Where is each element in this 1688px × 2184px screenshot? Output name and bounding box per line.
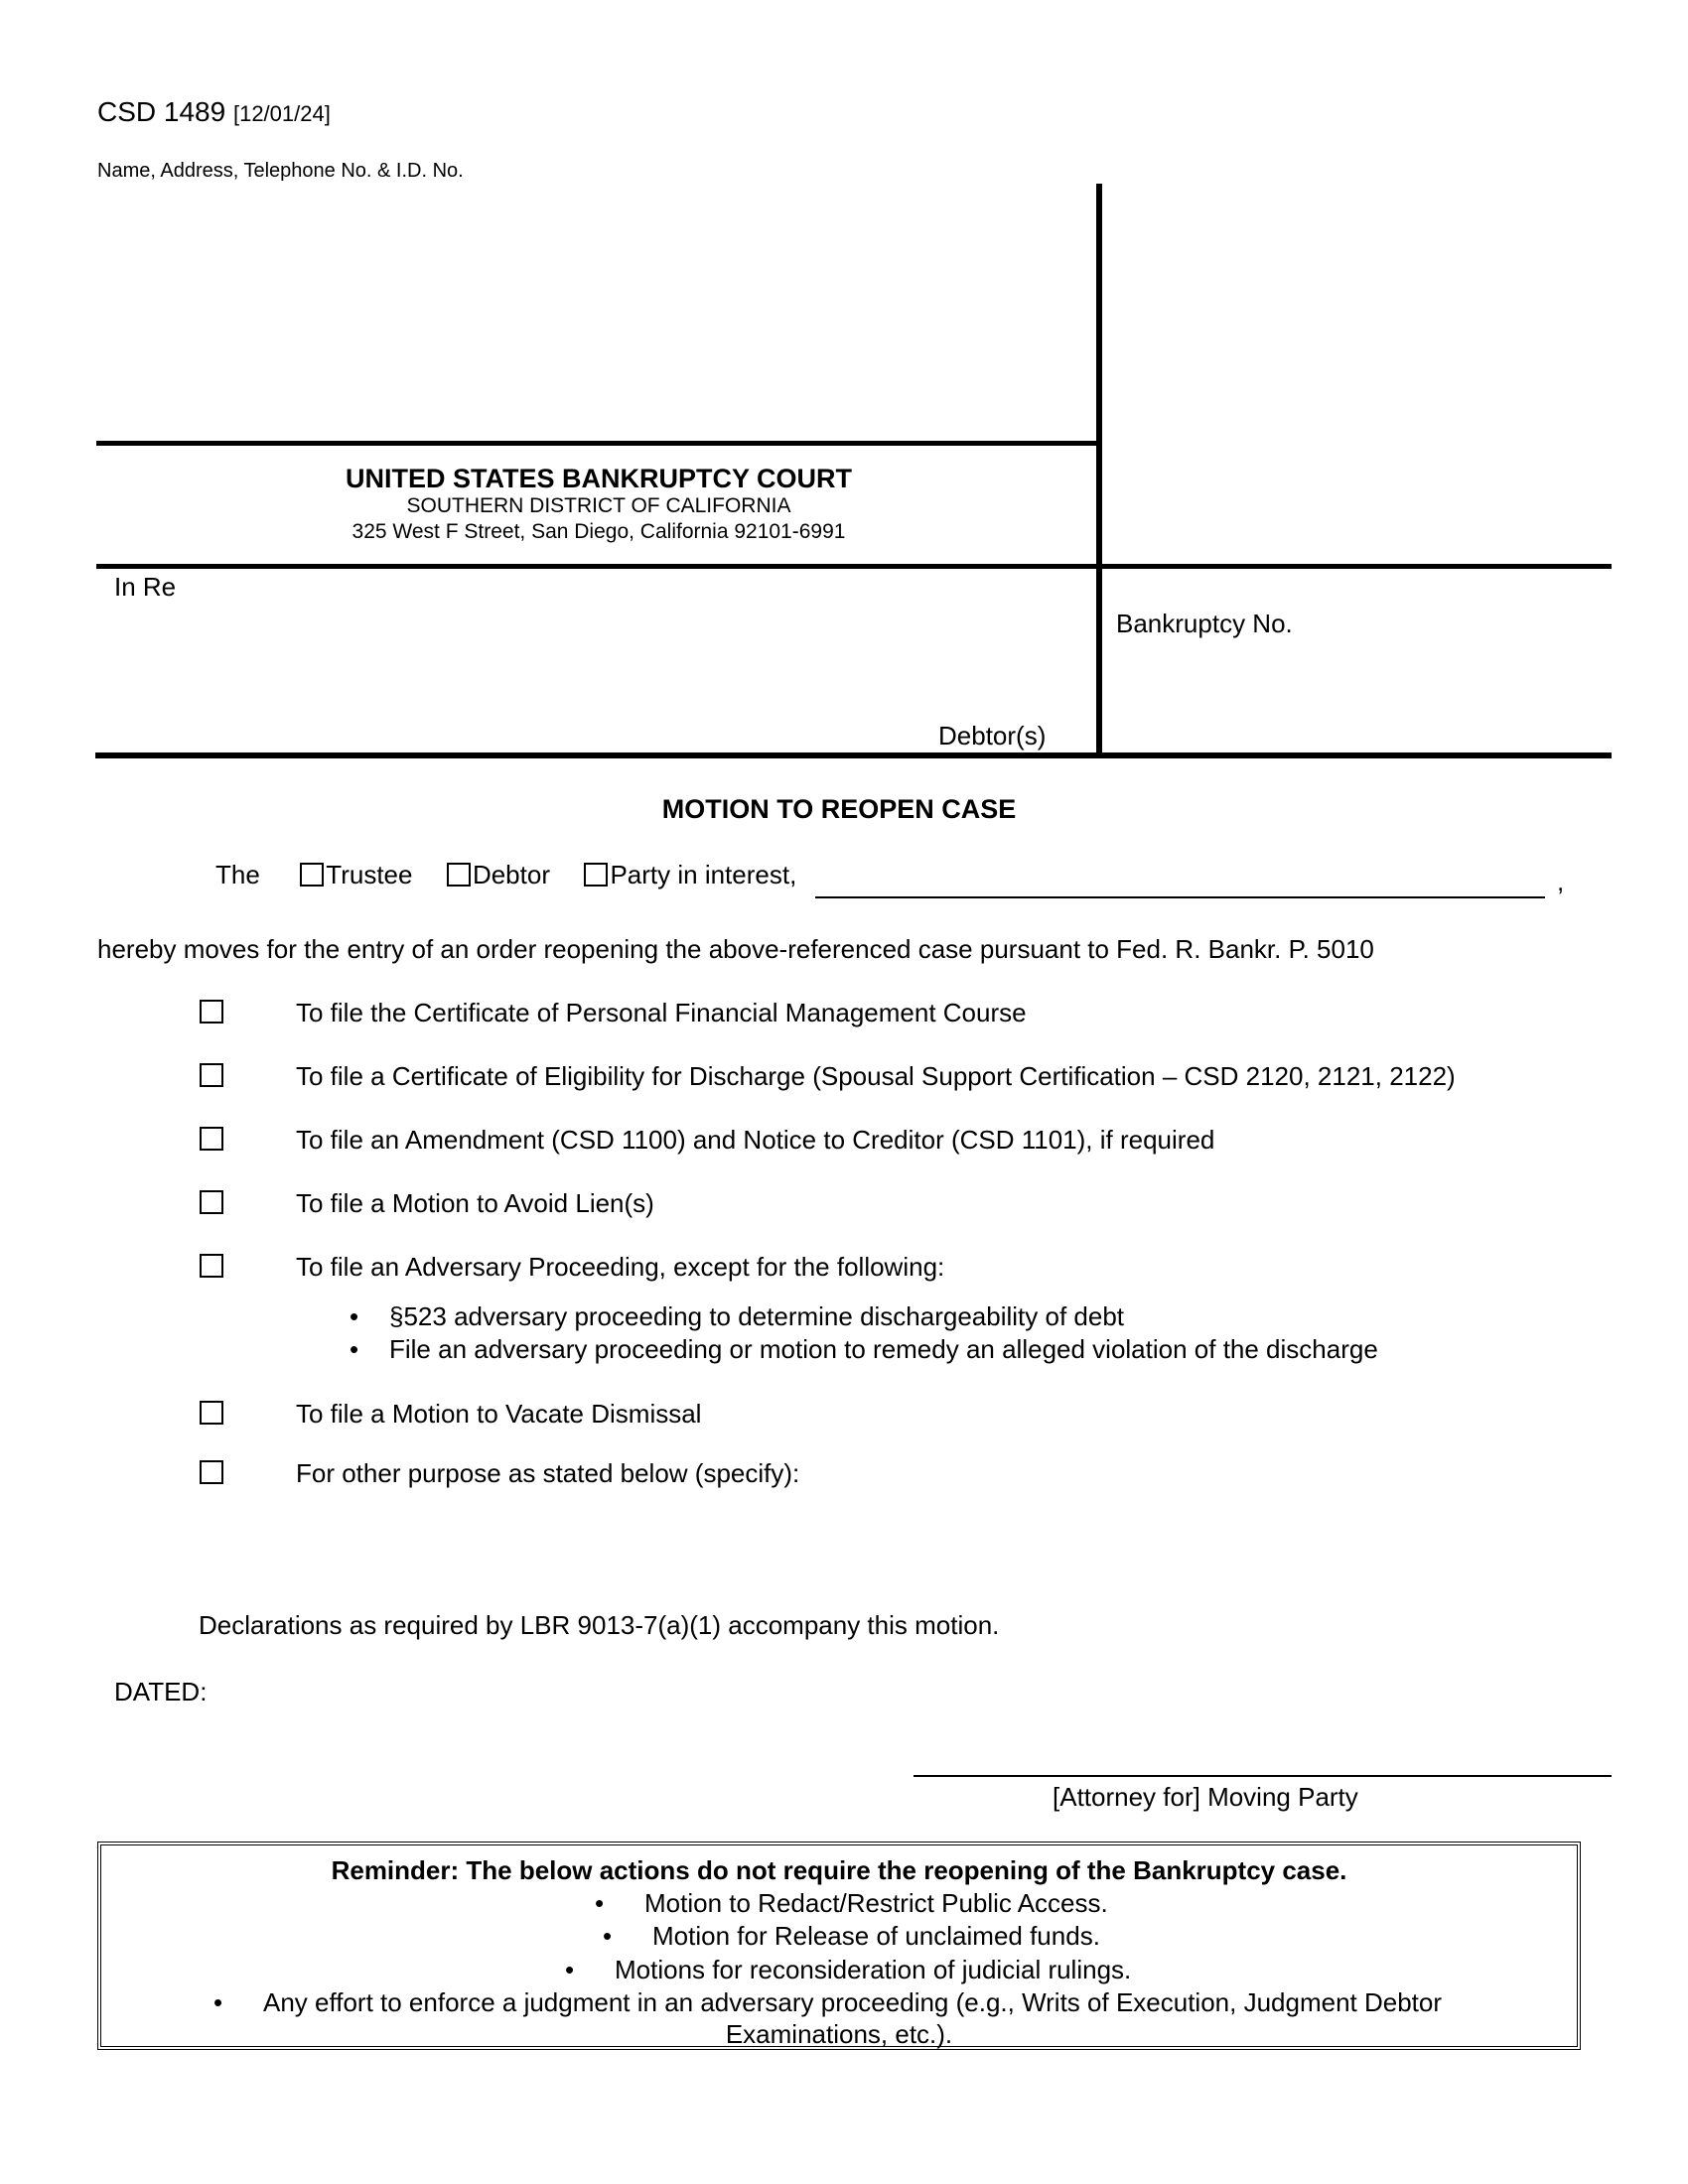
reason-label-4: To file a Motion to Avoid Lien(s) [296,1188,654,1218]
reason-checkbox-1[interactable] [200,1000,223,1024]
reminder-item-text: Motion to Redact/Restrict Public Access. [644,1888,1108,1918]
declarations-statement: Declarations as required by LBR 9013-7(a)(1) accompany this motion. [199,1610,1000,1640]
reason-label-2: To file a Certificate of Eligibility for Discharge (Spousal Support Certification – CSD 2120, 2121, 2122) [296,1061,1456,1091]
trustee-label: Trustee [326,860,413,889]
reminder-item-2 [603,1921,1100,1952]
reminder-item-text: Any effort to enforce a judgment in an adversary proceeding (e.g., Writs of Execution, Judgment Debtor [263,1987,1443,2017]
reason-checkbox-6[interactable] [200,1401,223,1425]
exception-text-2: File an adversary proceeding or motion to remedy an alleged violation of the discharge [389,1334,1378,1364]
bullet-icon: • [565,1955,575,1984]
bullet-icon: • [350,1301,359,1331]
reason-checkbox-3[interactable] [200,1127,223,1151]
name-address-label: Name, Address, Telephone No. & I.D. No. [97,160,464,182]
reason-checkbox-7[interactable] [200,1460,223,1484]
reason-checkbox-4[interactable] [200,1190,223,1214]
form-revision-date: [12/01/24] [232,101,331,126]
trailing-comma: , [1557,867,1565,896]
reason-label-1: To file the Certificate of Personal Financial Management Course [296,998,1027,1027]
debtor-checkbox[interactable] [447,863,471,887]
reminder-box [97,1842,1581,2050]
reminder-item-4 [213,1987,1442,2018]
reason-checkbox-5[interactable] [200,1254,223,1278]
in-re-label: In Re [114,572,177,602]
reason-label-7: For other purpose as stated below (specify): [296,1458,800,1488]
reason-label-5: To file an Adversary Proceeding, except for the following: [296,1252,945,1282]
court-district: SOUTHERN DISTRICT OF CALIFORNIA [406,494,791,517]
trustee-checkbox[interactable] [300,863,324,887]
bullet-icon: • [603,1921,613,1951]
dated-label: DATED: [114,1677,208,1706]
reminder-item-3 [565,1955,1131,1985]
reminder-item-text: Motion for Release of unclaimed funds. [652,1921,1100,1951]
exception-text-1: §523 adversary proceeding to determine dischargeability of debt [389,1301,1125,1331]
reminder-title: Reminder: The below actions do not require the reopening of the Bankruptcy case. [331,1855,1347,1885]
court-address: 325 West F Street, San Diego, California 92101-6991 [352,520,846,543]
motion-title: MOTION TO REOPEN CASE [661,794,1017,824]
bullet-icon: • [595,1888,605,1918]
reason-checkbox-2[interactable] [200,1063,223,1087]
motion-intro: hereby moves for the entry of an order reopening the above-referenced case pursuant to Fed. R. Bankr. P. 5010 [97,934,1374,964]
bullet-icon: • [350,1334,359,1364]
party-in-interest-checkbox[interactable] [584,863,608,887]
signature-label: [Attorney for] Moving Party [1053,1782,1358,1812]
debtors-label: Debtor(s) [938,721,1047,751]
exception-item-1 [350,1301,1124,1332]
form-id [97,96,331,128]
moving-party-row [215,860,796,890]
reason-label-3: To file an Amendment (CSD 1100) and Notice to Creditor (CSD 1101), if required [296,1125,1215,1155]
reminder-item-text: Motions for reconsideration of judicial rulings. [615,1955,1132,1984]
bankruptcy-no-label: Bankruptcy No. [1116,609,1293,638]
court-name: UNITED STATES BANKRUPTCY COURT [345,464,852,493]
the-label: The [215,860,260,889]
reminder-item-1 [595,1888,1108,1919]
party-in-interest-label: Party in interest, [610,860,797,889]
party-name-field[interactable] [815,896,1545,898]
form-number: CSD 1489 [97,96,226,127]
reminder-item-4-continuation: Examinations, etc.). [725,2019,953,2049]
bullet-icon: • [213,1987,223,2017]
exception-item-2 [350,1334,1378,1365]
debtor-label: Debtor [472,860,550,889]
caption-top-rule [96,564,1612,569]
signature-line[interactable] [914,1775,1612,1777]
court-top-rule [96,441,1099,446]
reason-label-6: To file a Motion to Vacate Dismissal [296,1399,702,1429]
caption-bottom-rule [95,752,1612,758]
